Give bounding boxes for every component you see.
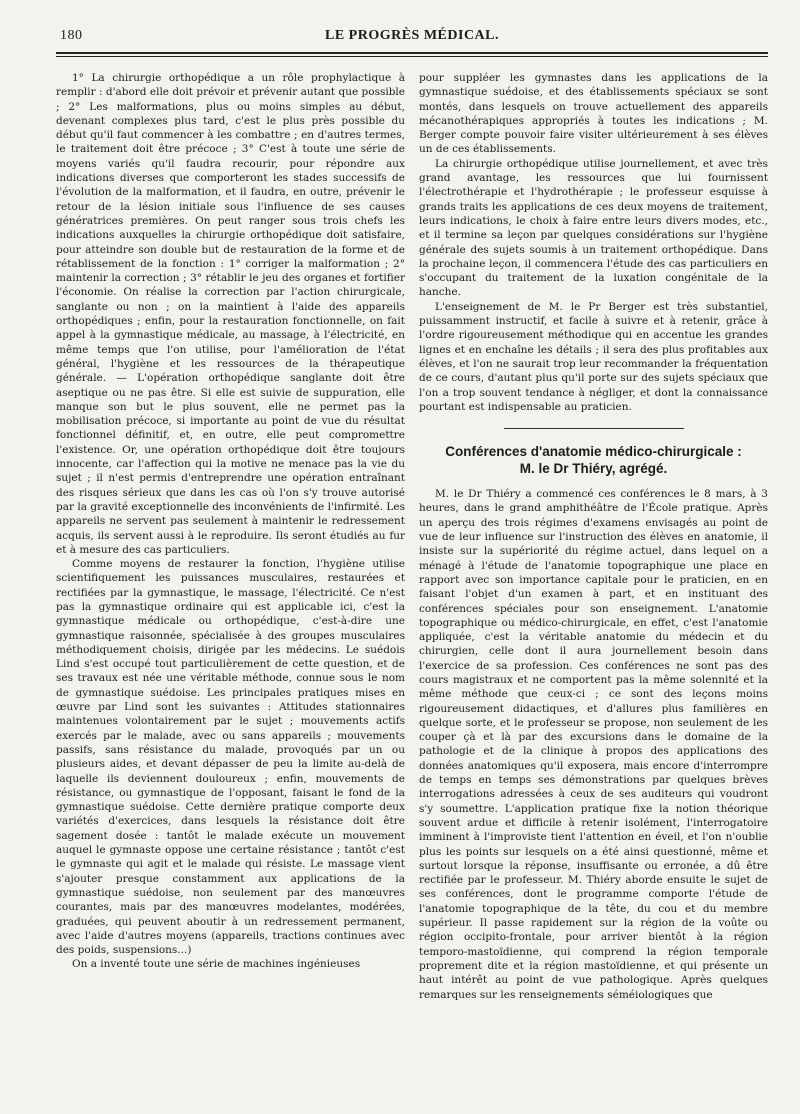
paragraph: L'enseignement de M. le Pr Berger est très substantiel, puissamment instructif, et facile à suivre et à retenir, grâce à l'ordre rigoureusement méthodique qui en accentue les grandes lignes et en enchaîne les détails ; il sera des plus profitables aux élèves, et l'on ne saurait trop leur recommander la fréquentation de ce cours, d'autant plus qu'il porte sur des sujets spéciaux que l'on a trop souvent tendance à négliger, et dont la connaissance pourtant est indispensable au praticien. bbox=[419, 300, 768, 413]
page-number: 180 bbox=[60, 28, 83, 43]
section-title: Conférences d'anatomie médico-chirurgicale : bbox=[445, 444, 742, 460]
header-rule bbox=[56, 52, 768, 57]
paragraph: On a inventé toute une série de machines ingénieuses bbox=[72, 958, 361, 971]
columns bbox=[56, 71, 768, 1002]
right-column bbox=[419, 71, 768, 1002]
paragraph: Comme moyens de restaurer la fonction, l'hygiène utilise scientifiquement les puissances musculaires, restaurées et rectifiées par la gymnastique, le massage, l'électricité. Ce n'est pas la gymnastique ordinaire qui est applicable ici, c'est la gymnastique médicale ou orthopédique, c'est-à-dire une gymnastique raisonnée, spécialisée à des groupes musculaires méthodiquement choisis, dirigée par les médecins. Le suédois Lind s'est occupé tout particulièrement de cette question, et de ses travaux est née une véritable méthode, connue sous le nom de gymnastique suédoise. Les principales pratiques mises en œuvre par Lind sont les suivantes : Attitudes stationnaires maintenues volontairement par le sujet ; mouvements actifs exercés par le malade, avec ou sans appareils ; mouvements passifs, sans résistance du malade, provoqués par un ou plusieurs aides, et devant dépasser de peu la limite au-delà de laquelle ils deviennent douloureux ; enfin, mouvements de résistance, ou gymnastique de l'opposant, faisant le fond de la gymnastique suédoise. Cette dernière pratique comporte deux variétés d'exercices, dans lesquels la résistance doit être sagement dosée : tantôt le malade exécute un mouvement auquel le gymnaste oppose une certaine résistance ; tantôt c'est le gymnaste qui agit et le malade qui résiste. Le massage vient s'ajouter presque constamment aux applications de la gymnastique suédoise, non seulement par des manœuvres courantes, mais par des manœuvres modelantes, modérées, graduées, qui peuvent aboutir à un redressement permanent, avec l'aide d'autres moyens (appareils, tractions continues avec des poids, suspensions...) bbox=[56, 558, 405, 957]
left-column bbox=[56, 71, 405, 1002]
section-subtitle: M. le Dr Thiéry, agrégé. bbox=[519, 461, 668, 477]
paragraph: La chirurgie orthopédique utilise journellement, et avec très grand avantage, les ressources que lui fournissent l'électrothérapie et l'hydrothérapie ; le professeur esquisse à grands traits les applications de ces deux moyens de traitement, leurs indications, le choix à faire entre leurs divers modes, etc., et il termine sa leçon par quelques considérations sur l'hygiène générale des sujets soumis à un traitement orthopédique. Dans la prochaine leçon, il commencera l'étude des cas particuliers en s'occupant du traitement de la luxation congénitale de la hanche. bbox=[419, 157, 768, 299]
paragraph: 1° La chirurgie orthopédique a un rôle prophylactique à remplir : d'abord elle doit prévoir et prévenir autant que possible ; 2° Les malformations, plus ou moins simples au début, devenant complexes plus tard, c'est le plus près possible du début qu'il faut commencer à les combattre ; en d'autres termes, le traitement doit être précoce ; 3° C'est à toute une série de moyens variés qu'il faudra recourir, pour répondre aux indications diverses que comporteront les stades successifs de l'évolution de la malformation, et il faudra, en outre, prévenir le retour de la lésion initiale sous l'influence de ses causes génératrices premières. On peut ranger sous trois chefs les indications auxquelles la chirurgie orthopédique doit satisfaire, pour atteindre son double but de restauration de la forme et de rétablissement de la fonction : 1° corriger la malformation ; 2° maintenir la correction ; 3° rétablir le jeu des organes et fortifier l'économie. On réalise la correction par l'action chirurgicale, sanglante ou non ; on la maintient à l'aide des appareils orthopédiques ; enfin, pour la restauration fonctionnelle, on fait appel à la gymnastique médicale, au massage, à l'électricité, en même temps que l'on utilise, pour l'amélioration de l'état général, l'hygiène et les ressources de la thérapeutique générale. — L'opération orthopédique sanglante doit être aseptique ou ne pas être. Si elle est suivie de suppuration, elle manque son but le plus souvent, elle ne permet pas la mobilisation précoce, si importante au point de vue du résultat fonctionnel définitif, et, en outre, elle peut compromettre l'existence. Or, une opération orthopédique doit être toujours innocente, car l'affection qui la motive ne menace pas la vie du sujet ; il n'est permis d'entreprendre une opération entraînant des risques sérieux que dans les cas où l'on s'y trouve autorisé par la gravité exceptionnelle des inconvénients de l'infirmité. Les appareils ne servent pas seulement à maintenir le redressement acquis, ils servent aussi à le reproduire. Ils seront étudiés au fur et à mesure des cas particuliers. bbox=[56, 72, 405, 556]
page-header bbox=[56, 22, 768, 44]
journal-title: LE PROGRÈS MÉDICAL. bbox=[324, 28, 500, 43]
section-divider bbox=[504, 428, 684, 429]
paragraph: M. le Dr Thiéry a commencé ces conférences le 8 mars, à 3 heures, dans le grand amphithéâtre de l'École pratique. Après un aperçu des trois régimes d'examens envisagés au point de vue de leur influence sur l'instruction des élèves en anatomie, il insiste sur la supériorité du régime actuel, dans lequel on a ménagé à l'étude de l'anatomie topographique une place en rapport avec son importance capitale pour le praticien, en en faisant l'objet d'un examen à part, et en instituant des conférences spéciales pour son enseignement. L'anatomie topographique ou médico-chirurgicale, en effet, c'est l'anatomie appliquée, c'est la véritable anatomie du médecin et du chirurgien, celle dont il aura journellement besoin dans l'exercice de sa profession. Ces conférences ne sont pas des cours magistraux et ne comportent pas la même solennité et la même méthode que ceux-ci ; ce sont des leçons moins rigoureusement didactiques, et d'allures plus familières en quelque sorte, et le professeur se propose, non seulement de les couper çà et là par des excursions dans le domaine de la pathologie et de la clinique à propos des applications des données anatomiques qu'il exposera, mais encore d'interrompre de temps en temps ses démonstrations par quelques brèves interrogations adressées à ceux de ses auditeurs qui voudront s'y soumettre. L'application pratique fixe la notion théorique souvent ardue et difficile à retenir isolément, l'interrogatoire imminent à l'improviste tient l'attention en éveil, et l'on n'oublie plus les points sur lesquels on a été ainsi questionné, même et surtout lorsque la réponse, insuffisante ou erronée, a dû être rectifiée par le professeur. M. Thiéry aborde ensuite le sujet de ses conférences, dont le programme comporte l'étude de l'anatomie topographique de la tête, du cou et du membre supérieur. Il passe rapidement sur la région de la voûte ou région occipito-frontale, pour arriver bientôt à la région temporo-mastoïdienne, qui comprend la région temporale proprement dite et la région mastoïdienne, et qui présente un haut intérêt au point de vue pathologique. Après quelques remarques sur les renseignements séméiologiques que bbox=[419, 488, 768, 1001]
paragraph: pour suppléer les gymnastes dans les applications de la gymnastique suédoise, et des établissements spéciaux se sont montés, dans lesquels on trouve actuellement des appareils mécanothérapiques appropriés à toutes les indications ; M. Berger compte pouvoir faire visiter ultérieurement à ses élèves un de ces établissements. bbox=[419, 72, 768, 156]
section-heading bbox=[419, 443, 768, 477]
